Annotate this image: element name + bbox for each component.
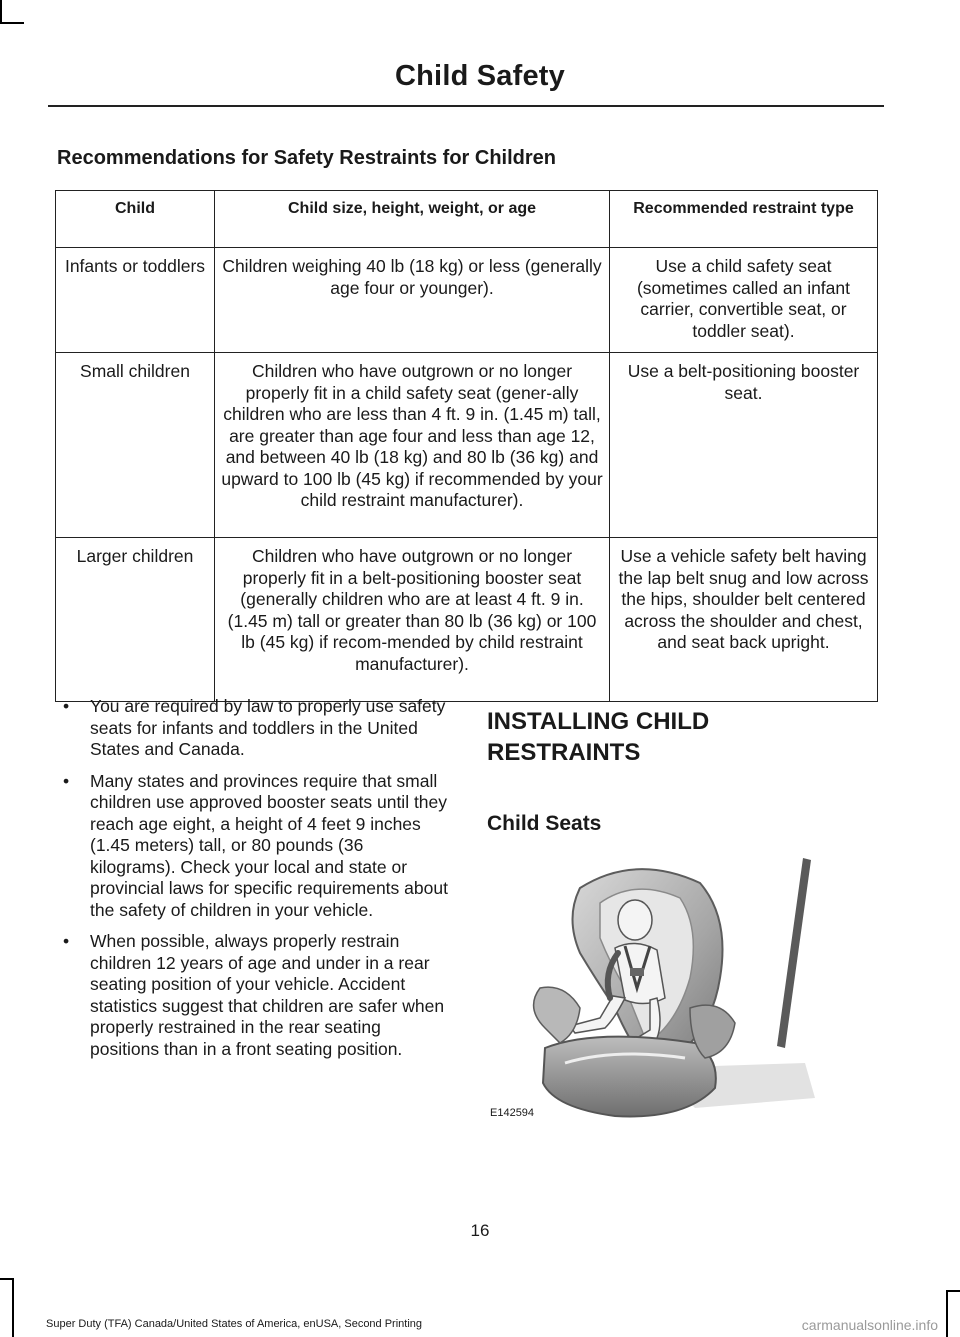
installing-heading: INSTALLING CHILD RESTRAINTS [487,708,710,766]
bullet-icon: • [63,931,70,951]
footer-text: Super Duty (TFA) Canada/United States of America, enUSA, Second Printing [46,1318,423,1330]
table-cell-child: Small children [56,353,215,538]
table-cell-restraint: Use a vehicle safety belt having the lap belt snug and low across the hips, shoulder belt centered across the shoulder and chest, and seat back upright. [610,538,878,702]
bullet-icon: • [63,770,70,791]
table-cell-size: Children who have outgrown or no longer properly fit in a child safety seat (gener-ally children who are less than 4 ft. 9 in. (1.45 m) tall, are greater than age four and less than age 12, and between 40 lb (18 kg) and 80 lb (36 kg) and upward to 100 lb (45 kg) if recommended by your child restraint manufacturer). [215,353,610,538]
table-cell-child: Larger children [56,538,215,702]
bullet-icon: • [63,696,70,716]
crop-mark [0,1278,14,1280]
list-item [60,771,450,922]
table-row [56,353,878,538]
watermark: carmanualsonline.info [801,1317,938,1333]
page-number: 16 [470,1221,490,1240]
child-seat-illustration [485,858,815,1128]
bullet-list [60,696,450,1070]
list-item-text: You are required by law to properly use safety seats for infants and toddlers in the United States and Canada. [90,696,446,759]
list-item-text: Many states and provinces require that small children use approved booster seats until they reach age eight, a height of 4 feet 9 inches (1.45 meters) tall, or 80 pounds (36 kilograms). Check your local and state or provincial laws for specific requirements about the safety of children in your vehicle. [90,770,448,920]
table-cell-child: Infants or toddlers [56,248,215,353]
list-item-text: When possible, always properly restrain children 12 years of age and under in a rear seating position of your vehicle. Accident statistics suggest that children are safer when properly restrained in the rear seating positions than in a front seating position. [90,931,445,1059]
table-cell-restraint: Use a child safety seat (sometimes called an infant carrier, convertible seat, or toddler seat). [610,248,878,353]
crop-mark [946,1290,948,1337]
crop-mark [946,1290,960,1292]
figure-code: E142594 [490,1107,535,1119]
table-cell-size: Children weighing 40 lb (18 kg) or less (generally age four or younger). [215,248,610,353]
table-cell-restraint: Use a belt-positioning booster seat. [610,353,878,538]
restraints-table [55,190,878,702]
list-item [60,696,450,761]
page-header-title: Child Safety [395,60,565,92]
table-cell-size: Children who have outgrown or no longer properly fit in a belt-positioning booster seat (generally children who are at least 4 ft. 9 in. (1.45 m) tall or greater than 80 lb (36 kg) or 100 lb (45 kg) if recom-mended by child restraint manufacturer). [215,538,610,702]
table-header-cell: Child [56,191,215,248]
list-item [60,931,450,1060]
table-row [56,248,878,353]
header-divider [48,105,884,107]
table-row [56,538,878,702]
crop-mark [12,1278,14,1337]
crop-mark [0,0,2,24]
child-seats-subheading: Child Seats [487,812,602,835]
crop-mark [0,22,24,24]
section-heading: Recommendations for Safety Restraints for Children [57,147,556,169]
table-header-row [56,191,878,248]
table-header-cell: Child size, height, weight, or age [215,191,610,248]
table-header-cell: Recommended restraint type [610,191,878,248]
